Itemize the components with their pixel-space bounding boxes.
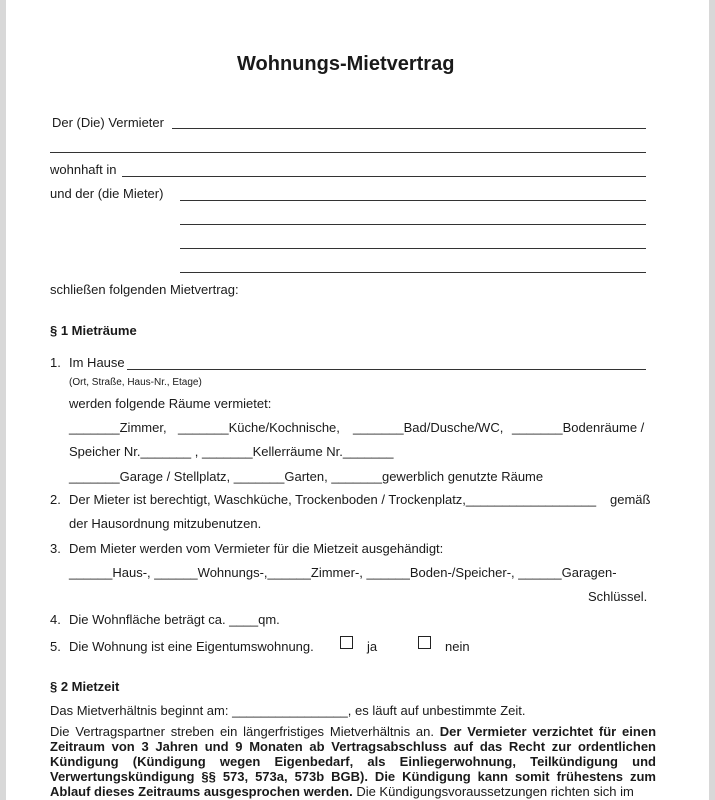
mieter-line-1[interactable] [180,200,646,201]
mieter-label: und der (die Mieter) [50,186,164,201]
rooms-bad: _______Bad/Dusche/WC, [353,420,504,435]
wohnhaft-label: wohnhaft in [50,162,117,177]
item5-text: Die Wohnung ist eine Eigentumswohnung. [69,639,314,654]
vermieter-line[interactable] [172,128,646,129]
item2-text: Der Mieter ist berechtigt, Waschküche, Trockenboden / Trockenplatz,__________________ [69,492,597,507]
item1-label: Im Hause [69,355,125,370]
vermieter-line-2[interactable] [50,152,646,153]
rooms-garage-garten: _______Garage / Stellplatz, _______Garten, _______gewerblich genutzte Räume [69,469,544,484]
mieter-line-4[interactable] [180,272,646,273]
item3-number: 3. [50,541,61,556]
item2-end: gemäß [610,492,651,507]
item2-cont: der Hausordnung mitzubenutzen. [69,516,262,531]
item4-number: 4. [50,612,61,627]
vermieter-label: Der (Die) Vermieter [52,115,164,130]
item1-hint: (Ort, Straße, Haus-Nr., Etage) [69,377,202,388]
section2-paragraph-start: Die Vertragspartner streben ein längerfristiges Mietverhältnis an. [50,724,440,739]
rooms-boden: _______Bodenräume / [512,420,645,435]
section2-line1: Das Mietverhältnis beginnt am: ________________, es läuft auf unbestimmte Zeit. [50,703,526,718]
rooms-kueche: _______Küche/Kochnische, [178,420,340,435]
mieter-line-2[interactable] [180,224,646,225]
intro-text: schließen folgenden Mietvertrag: [50,282,239,297]
document-title: Wohnungs-Mietvertrag [237,53,455,75]
item1-sub: werden folgende Räume vermietet: [69,396,272,411]
item3-text: Dem Mieter werden vom Vermieter für die Mietzeit ausgehändigt: [69,541,444,556]
mieter-line-3[interactable] [180,248,646,249]
checkbox-nein-label: nein [445,639,470,654]
checkbox-ja-label: ja [367,639,378,654]
rooms-zimmer: _______Zimmer, [69,420,167,435]
wohnhaft-line[interactable] [122,176,646,177]
item5-number: 5. [50,639,61,654]
section2-heading: § 2 Mietzeit [50,679,120,694]
item1-address-line[interactable] [127,369,646,370]
item3-keys-row: ______Haus-, ______Wohnungs-,______Zimmer-, ______Boden-/Speicher-, ______Garagen- [69,565,617,580]
item3-end: Schlüssel. [588,589,648,604]
section2-paragraph-end: Die Kündigungsvoraussetzungen richten sich im [352,784,634,799]
checkbox-nein[interactable] [418,636,431,649]
rooms-speicher-keller: Speicher Nr._______ , _______Kellerräume Nr._______ [69,444,394,459]
section1-heading: § 1 Mieträume [50,323,137,338]
section2-paragraph-bold: Der Vermieter verzichtet für einen Zeitraum von 3 Jahren und 9 Monaten ab Vertragsabschluss auf das Recht zur ordentlichen Kündigung (Kündigung wegen Eigenbedarf, als Einliegerwohnung, Teilkündigung und Verwertungskündigung §§ 573, 573a, 573b BGB). Die Kündigung kann somit frühestens zum Ablauf dieses Zeitraums ausgesprochen werden. [50,724,657,799]
item4-text: Die Wohnfläche beträgt ca. ____qm. [69,612,280,627]
document-page [6,0,709,800]
item1-number: 1. [50,355,61,370]
section2-paragraph [50,724,656,799]
item2-number: 2. [50,492,61,507]
checkbox-ja[interactable] [340,636,353,649]
